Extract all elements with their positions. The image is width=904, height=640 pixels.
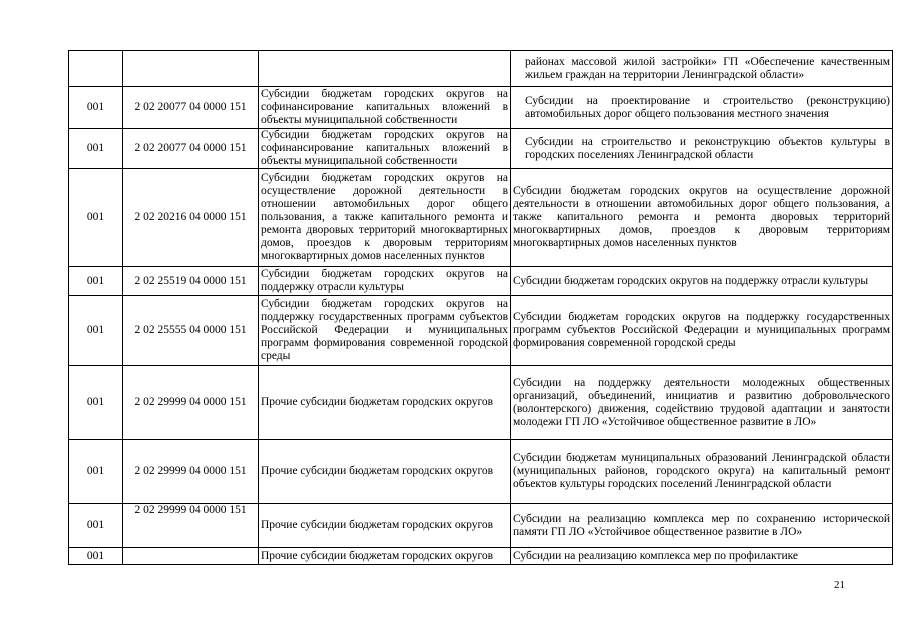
description-cell: Субсидии на проектирование и строительство (реконструкцию) автомобильных дорог общего пользования местного значения — [511, 87, 893, 129]
budget-code-cell: 2 02 25519 04 0000 151 — [123, 267, 259, 296]
description-cell: районах массовой жилой застройки» ГП «Обеспечение качественным жильем граждан на территории Ленинградской области» — [511, 51, 893, 87]
admin-code-cell: 001 — [69, 440, 123, 504]
table-row — [69, 366, 893, 440]
budget-code-cell: 2 02 29999 04 0000 151 — [123, 504, 259, 548]
budget-code-cell: 2 02 20216 04 0000 151 — [123, 169, 259, 267]
admin-code-cell — [69, 51, 123, 87]
description-cell: Субсидии на реализацию комплекса мер по профилактике — [511, 548, 893, 565]
budget-code-cell: 2 02 29999 04 0000 151 — [123, 440, 259, 504]
table-row — [69, 440, 893, 504]
page-number: 21 — [834, 579, 845, 591]
income-name-cell: Прочие субсидии бюджетам городских округов — [259, 366, 511, 440]
admin-code-cell: 001 — [69, 169, 123, 267]
table-row — [69, 169, 893, 267]
admin-code-cell: 001 — [69, 296, 123, 366]
table-row — [69, 87, 893, 129]
description-cell: Субсидии на строительство и реконструкцию объектов культуры в городских поселениях Ленинградской области — [511, 129, 893, 169]
income-name-cell: Прочие субсидии бюджетам городских округов — [259, 548, 511, 565]
budget-codes-table — [68, 50, 893, 565]
description-cell: Субсидии бюджетам городских округов на поддержку отрасли культуры — [511, 267, 893, 296]
description-cell: Субсидии бюджетам муниципальных образований Ленинградской области (муниципальных районов, городского округа) на капитальный ремонт объектов культуры городских поселений Ленинградской области — [511, 440, 893, 504]
income-name-cell: Субсидии бюджетам городских округов на поддержку государственных программ субъектов Российской Федерации и муниципальных программ формирования современной городской среды — [259, 296, 511, 366]
admin-code-cell: 001 — [69, 504, 123, 548]
income-name-cell: Субсидии бюджетам городских округов на осуществление дорожной деятельности в отношении автомобильных дорог общего пользования, а также капитального ремонта и ремонта дворовых территорий многоквартирных домов, проездов к дворовым территориям многоквартирных домов населенных пунктов — [259, 169, 511, 267]
income-name-cell: Прочие субсидии бюджетам городских округов — [259, 440, 511, 504]
table-row — [69, 129, 893, 169]
description-cell: Субсидии на поддержку деятельности молодежных общественных организаций, объединений, инициатив и развитию добровольческого (волонтерского) движения, содействию трудовой адаптации и занятости молодежи ГП ЛО «Устойчивое общественное развитие в ЛО» — [511, 366, 893, 440]
admin-code-cell: 001 — [69, 366, 123, 440]
admin-code-cell: 001 — [69, 129, 123, 169]
budget-code-cell — [123, 51, 259, 87]
admin-code-cell: 001 — [69, 267, 123, 296]
budget-code-cell: 2 02 29999 04 0000 151 — [123, 366, 259, 440]
income-name-cell: Субсидии бюджетам городских округов на софинансирование капитальных вложений в объекты муниципальной собственности — [259, 87, 511, 129]
description-cell: Субсидии на реализацию комплекса мер по сохранению исторической памяти ГП ЛО «Устойчивое общественное развитие в ЛО» — [511, 504, 893, 548]
description-cell: Субсидии бюджетам городских округов на поддержку государственных программ субъектов Российской Федерации и муниципальных программ формирования современной городской среды — [511, 296, 893, 366]
budget-code-cell: 2 02 20077 04 0000 151 — [123, 129, 259, 169]
admin-code-cell: 001 — [69, 548, 123, 565]
income-name-cell: Субсидии бюджетам городских округов на поддержку отрасли культуры — [259, 267, 511, 296]
income-name-cell — [259, 51, 511, 87]
budget-code-cell: 2 02 20077 04 0000 151 — [123, 87, 259, 129]
table-row — [69, 267, 893, 296]
table-row — [69, 548, 893, 565]
table-row — [69, 51, 893, 87]
description-cell: Субсидии бюджетам городских округов на осуществление дорожной деятельности в отношении автомобильных дорог общего пользования, а также капитального ремонта и ремонта дворовых территорий многоквартирных домов, проездов к дворовым территориям многоквартирных домов населенных пунктов — [511, 169, 893, 267]
table-row — [69, 296, 893, 366]
table-row — [69, 504, 893, 548]
admin-code-cell: 001 — [69, 87, 123, 129]
budget-code-cell: 2 02 25555 04 0000 151 — [123, 296, 259, 366]
income-name-cell: Субсидии бюджетам городских округов на софинансирование капитальных вложений в объекты муниципальной собственности — [259, 129, 511, 169]
income-name-cell: Прочие субсидии бюджетам городских округов — [259, 504, 511, 548]
budget-code-cell — [123, 548, 259, 565]
